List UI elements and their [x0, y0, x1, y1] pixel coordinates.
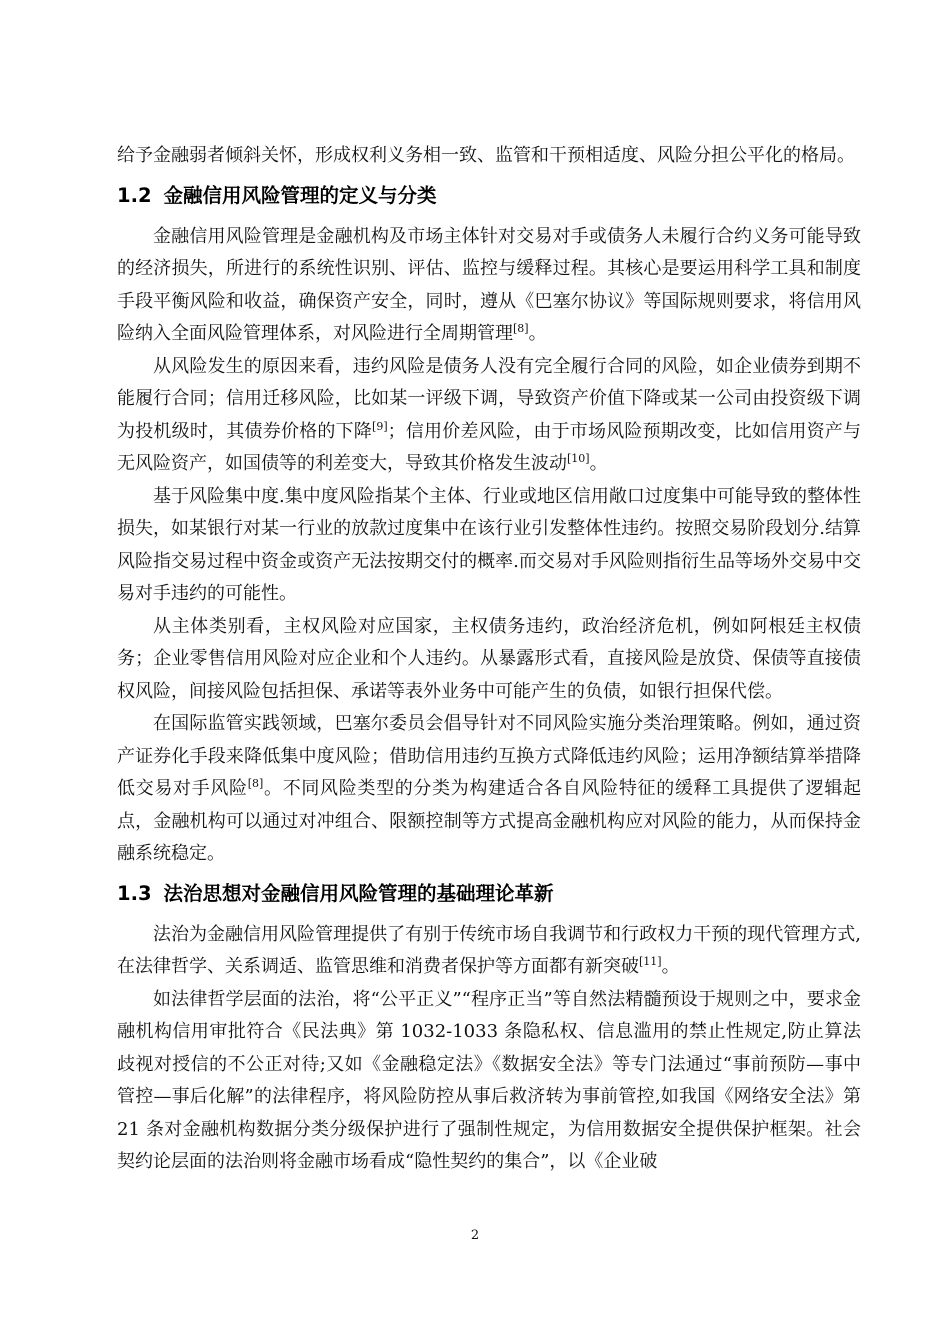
- paragraph-text: 。: [661, 956, 680, 977]
- paragraph-text: ；信用价差风险，由于市场风险预期改变，比如信用资产与无风险资产，如国债等的利差变大，导致其价格发生波动: [117, 420, 862, 474]
- paragraph-subject-category: 从主体类别看，主权风险对应国家，主权债务违约，政治经济危机，例如阿根廷主权债务；企业零售信用风险对应企业和个人违约。从暴露形式看，直接风险是放贷、保债等直接债权风险，间接风险包括担保、承诺等表外业务中可能产生的负债，如银行担保代偿。: [117, 615, 861, 702]
- paragraph-text: 法治为金融信用风险管理提供了有别于传统市场自我调节和行政权力干预的现代管理方式,在法律哲学、关系调适、监管思维和消费者保护等方面都有新突破: [117, 923, 861, 977]
- paragraph-text: 。不同风险类型的分类为构建适合各自风险特征的缓释工具提供了逻辑起点，金融机构可以通过对冲组合、限额控制等方式提高金融机构应对风险的能力，从而保持金融系统稳定。: [117, 778, 862, 864]
- paragraph-text: 在国际监管实践领域，巴塞尔委员会倡导针对不同风险实施分类治理策略。例如，通过资产证券化手段来降低集中度风险；借助信用违约互换方式降低违约风险；运用净额结算举措降低交易对手风险: [117, 713, 861, 799]
- section-heading-1-2: [117, 181, 861, 211]
- paragraph-text: 从风险发生的原因来看，违约风险是债务人没有完全履行合同的风险，如企业债券到期不能履行合同；信用迁移风险，比如某一评级下调，导致资产价值下降或某一公司由投资级下调为投机级时，其债券价格的下降: [117, 355, 861, 442]
- paragraph-international-practice: [117, 708, 861, 871]
- paragraph-concentration: 基于风险集中度.集中度风险指某个主体、行业或地区信用敞口过度集中可能导致的整体性损失，如某银行对某一行业的放款过度集中在该行业引发整体性违约。按照交易阶段划分.结算风险指交易过程中资金或资产无法按期交付的概率.而交易对手风险则指衍生品等场外交易中交易对手违约的可能性。: [117, 485, 861, 604]
- paragraph-causes: [117, 351, 861, 481]
- page-number: 2: [470, 1228, 480, 1243]
- citation: [8]: [247, 777, 264, 790]
- paragraph-definition: [117, 221, 861, 351]
- citation: [9]: [372, 419, 388, 433]
- section-number: 1.3: [117, 881, 152, 905]
- citation: [8]: [513, 322, 529, 335]
- paragraph-text: 。: [589, 453, 608, 474]
- section-heading-1-3: [117, 879, 861, 909]
- paragraph-legal-philosophy: 如法律哲学层面的法治，将“公平正义”“程序正当”等自然法精髓预设于规则之中，要求金融机构信用审批符合《民法典》第 1032-1033 条隐私权、信息滥用的禁止性规定,防止算法歧视对授信的不公正对待;又如《金融稳定法》《数据安全法》等专门法通过“事前预防—事中管控—事后化解”的法律程序，将风险防控从事后救济转为事前管控,如我国《网络安全法》第 21 条对金融机构数据分类分级保护进行了强制性规定，为信用数据安全提供保护框架。社会契约论层面的法治则将金融市场看成“隐性契约的集合”，以《企业破: [117, 988, 861, 1172]
- paragraph-text: 。: [528, 323, 547, 344]
- paragraph-text: 金融信用风险管理是金融机构及市场主体针对交易对手或债务人未履行合约义务可能导致的经济损失，所进行的系统性识别、评估、监控与缓释过程。其核心是要运用科学工具和制度手段平衡风险和收益，确保资产安全，同时，遵从《巴塞尔协议》等国际规则要求，将信用风险纳入全面风险管理体系，对风险进行全周期管理: [117, 225, 861, 344]
- citation: [10]: [567, 452, 590, 465]
- section-title: 金融信用风险管理的定义与分类: [163, 183, 437, 207]
- paragraph-rule-of-law: [117, 919, 861, 984]
- document-page: [117, 140, 861, 1179]
- citation: [11]: [639, 955, 662, 968]
- section-number: 1.2: [117, 183, 152, 207]
- section-title: 法治思想对金融信用风险管理的基础理论革新: [163, 881, 554, 905]
- paragraph-continued: 给予金融弱者倾斜关怀，形成权利义务相一致、监管和干预相适度、风险分担公平化的格局。: [117, 145, 855, 166]
